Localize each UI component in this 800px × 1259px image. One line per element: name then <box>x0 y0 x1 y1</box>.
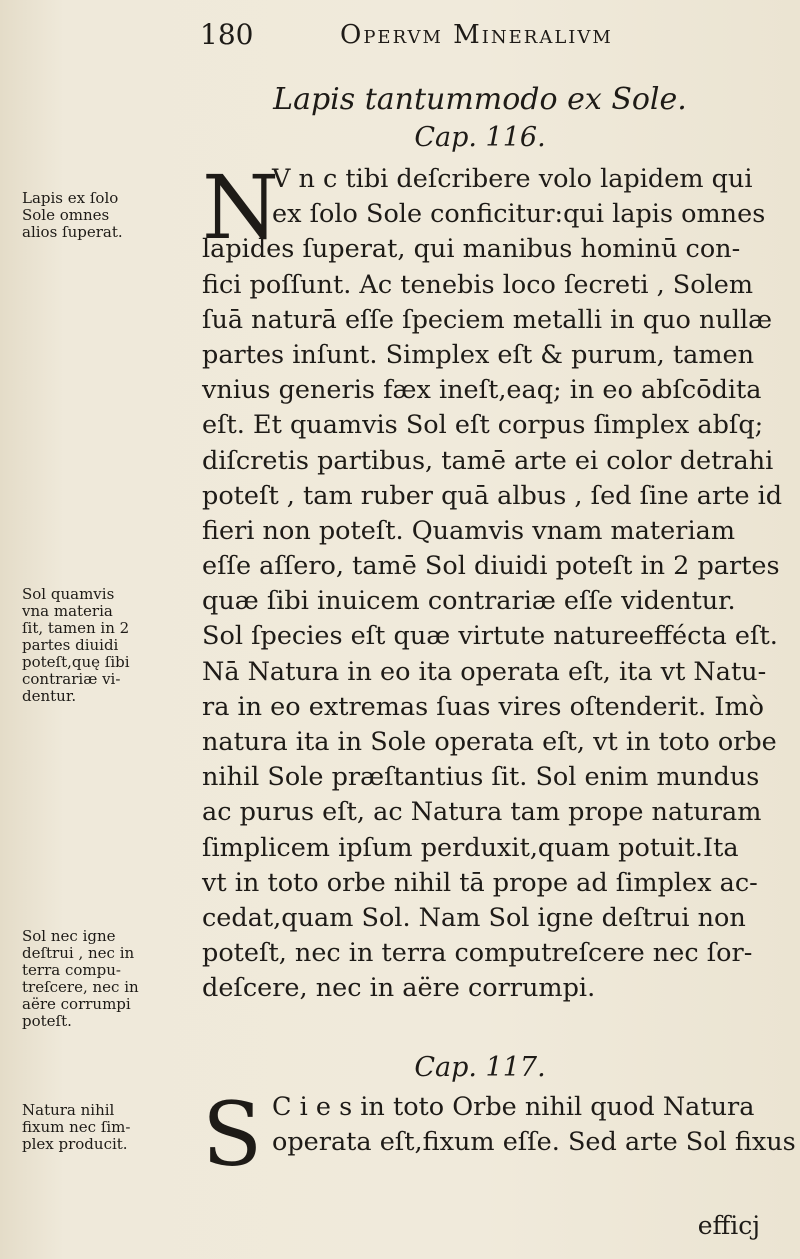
text-line: vt in toto orbe nihil tā prope ad ſimplex ac- <box>202 867 758 898</box>
text-line: ra in eo extremas ſuas vires oſtenderit. Imò <box>202 691 764 722</box>
margin-note-line: Lapis ex ſolo <box>22 189 119 207</box>
text-line: partes inſunt. Simplex eſt & purum, tamen <box>202 339 755 370</box>
text-line: Nā Natura in eo ita operata eſt, ita vt Natu- <box>202 656 767 687</box>
margin-note-line: alios ſuperat. <box>22 223 123 241</box>
text-line: natura ita in Sole operata eſt, vt in toto orbe <box>202 727 777 757</box>
margin-note-line: vna materia <box>22 602 113 620</box>
text-line: ſuā naturā eſſe ſpeciem metalli in quo nullæ <box>202 304 773 335</box>
margin-note-line: dentur. <box>22 687 77 705</box>
margin-note-line: deſtrui , nec in <box>22 944 135 962</box>
margin-note-line: poteſt,quę ſibi <box>22 653 130 671</box>
text-line: nihil Sole præſtantius ſit. Sol enim mundus <box>202 762 760 793</box>
margin-note <box>22 190 192 241</box>
margin-note-line: partes diuidi <box>22 636 119 654</box>
text-line: lapides ſuperat, qui manibus hominū con- <box>202 234 741 265</box>
text-line: ac purus eſt, ac Natura tam prope naturam <box>202 797 762 828</box>
text-line: eſt. Et quamvis Sol eſt corpus ſimplex abſq; <box>202 410 764 441</box>
margin-note-line: ſit, tamen in 2 <box>22 619 130 637</box>
margin-note-line: Sol quamvis <box>22 585 115 603</box>
text-line: deſcere, nec in aëre corrumpi. <box>202 973 596 1004</box>
text-line: fieri non poteſt. Quamvis vnam materiam <box>202 515 735 546</box>
text-line: ex ſolo Sole conficitur:qui lapis omnes <box>272 199 766 230</box>
margin-note-line: contrariæ vi- <box>22 670 121 688</box>
margin-note-line: Natura nihil <box>22 1101 115 1119</box>
margin-note-line: terra compu- <box>22 961 121 979</box>
margin-note-line: treſcere, nec in <box>22 978 139 996</box>
text-line: poteſt, nec in terra computreſcere nec ſor- <box>202 938 753 969</box>
margin-note-line: aëre corrumpi <box>22 995 131 1013</box>
margin-note-line: fixum nec ſim- <box>22 1118 131 1136</box>
catchword: efficj <box>697 1211 760 1240</box>
chapter-text <box>202 156 796 1007</box>
drop-cap: S <box>202 1083 263 1186</box>
text-line: V n c tibi deſcribere volo lapidem qui <box>272 164 753 194</box>
text-line: vnius generis fæx ineſt,eaq; in eo abſcōdita <box>202 375 762 406</box>
text-line: poteſt , tam ruber quā albus , ſed ſine arte id <box>202 480 783 511</box>
text-line: operata eſt,fixum eſſe. Sed arte Sol fixus <box>272 1127 796 1158</box>
text-line: C i e s in toto Orbe nihil quod Natura <box>272 1092 755 1122</box>
chapter-number: Cap. 117. <box>414 1052 546 1083</box>
text-line: Sol ſpecies eſt quæ virtute natureeffécta eſt. <box>202 621 778 652</box>
text-line: cedat,quam Sol. Nam Sol igne deſtrui non <box>202 902 746 933</box>
text-line: diſcretis partibus, tamē arte ei color detrahi <box>202 445 774 476</box>
margin-note-line: plex producit. <box>22 1135 128 1153</box>
text-line: fici poſſunt. Ac tenebis loco ſecreti , Solem <box>202 269 754 300</box>
text-line: ſimplicem ipſum perduxit,quam potuit.Ita <box>202 832 739 863</box>
text-line: quæ ſibi inuicem contrariæ eſſe videntur. <box>202 586 736 617</box>
margin-note <box>22 1102 192 1153</box>
margin-note-line: Sole omnes <box>22 206 110 224</box>
chapter-number: Cap. 116. <box>414 122 546 153</box>
running-title: Opervm Mineralivm <box>340 20 613 50</box>
page-header <box>200 18 760 58</box>
margin-note-line: Sol nec igne <box>22 927 116 945</box>
margin-note-line: poteſt. <box>22 1012 72 1030</box>
drop-cap: N <box>202 156 279 259</box>
text-line: eſſe aſſero, tamē Sol diuidi poteſt in 2 partes <box>202 551 780 582</box>
page-number: 180 <box>200 18 254 51</box>
margin-note <box>22 928 192 1030</box>
chapter-text <box>202 1090 796 1160</box>
margin-note <box>22 586 192 705</box>
chapter-title: Lapis tantummodo ex Sole. <box>273 82 687 117</box>
